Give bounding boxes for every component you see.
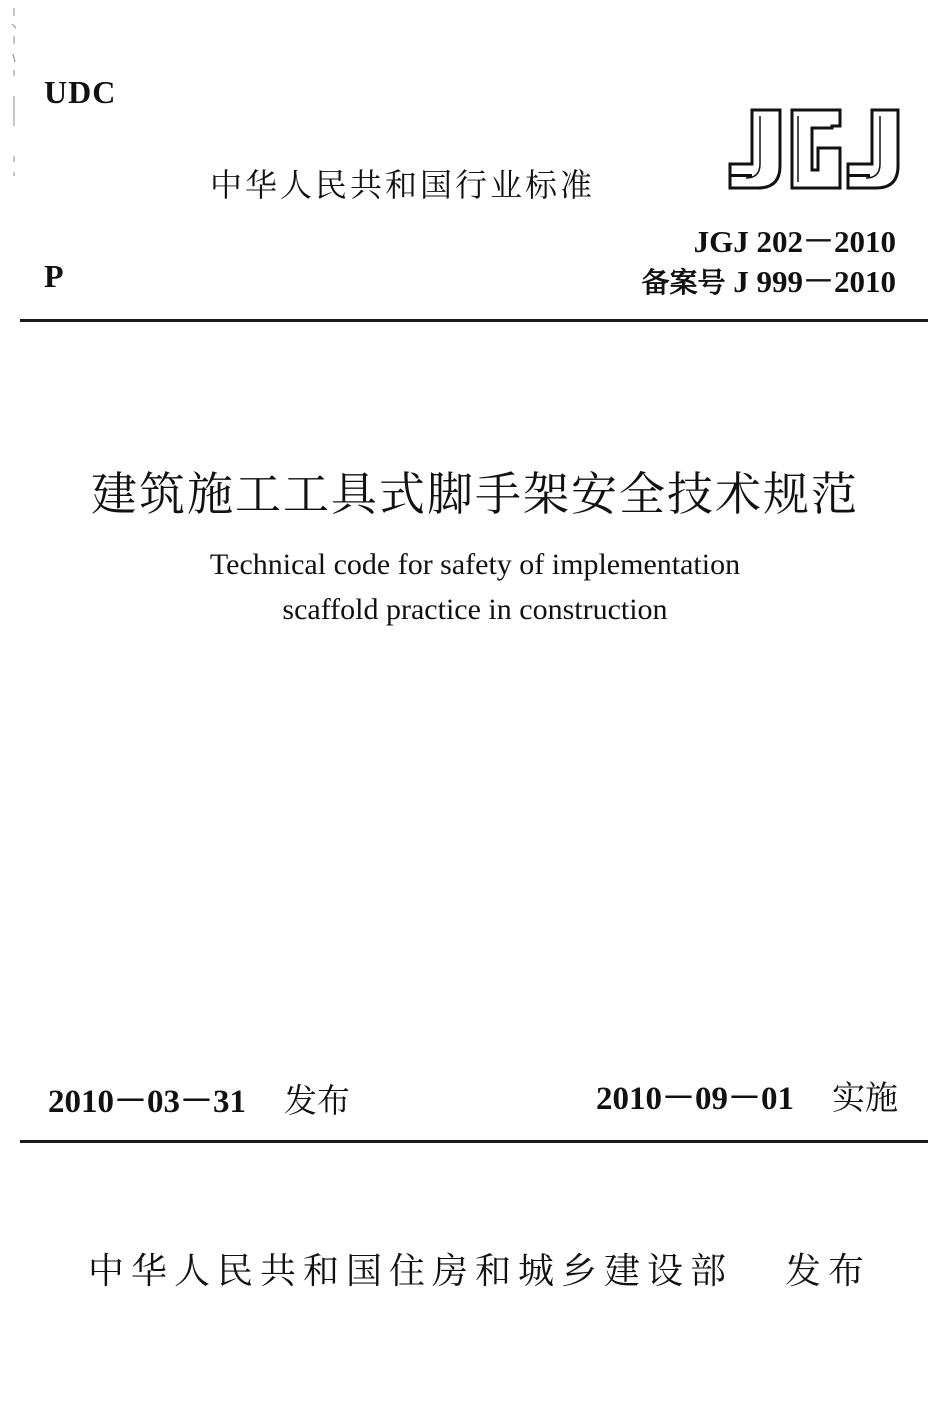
standard-number: JGJ 202－2010	[693, 224, 896, 259]
title-english	[0, 542, 950, 632]
effective-date-block	[596, 1072, 898, 1119]
title-chinese: 建筑施工工具式脚手架安全技术规范	[91, 467, 859, 521]
udc-label: UDC	[44, 74, 117, 110]
standard-number-block	[641, 222, 896, 303]
date-divider	[20, 1140, 928, 1143]
title-english-line-2: scaffold practice in construction	[282, 593, 668, 626]
record-line	[641, 262, 896, 303]
header-divider	[20, 319, 928, 322]
record-number: J 999－2010	[733, 264, 896, 299]
issue-label: 发布	[284, 1081, 350, 1120]
publisher-name: 中华人民共和国住房和城乡建设部	[88, 1251, 734, 1292]
title-english-line-1: Technical code for safety of implementation	[209, 548, 741, 581]
effective-label: 实施	[832, 1078, 898, 1117]
record-label: 备案号	[641, 266, 726, 299]
issue-date-block	[48, 1075, 350, 1122]
effective-date: 2010－09－01	[596, 1081, 794, 1117]
issue-date: 2010－03－31	[48, 1084, 246, 1120]
classification-code: P	[44, 258, 64, 294]
publisher-line	[88, 1243, 871, 1294]
publisher-action: 发布	[785, 1251, 872, 1292]
jgj-logo	[722, 104, 902, 192]
scan-marks	[8, 6, 22, 196]
standard-type: 中华人民共和国行业标准	[210, 166, 596, 204]
